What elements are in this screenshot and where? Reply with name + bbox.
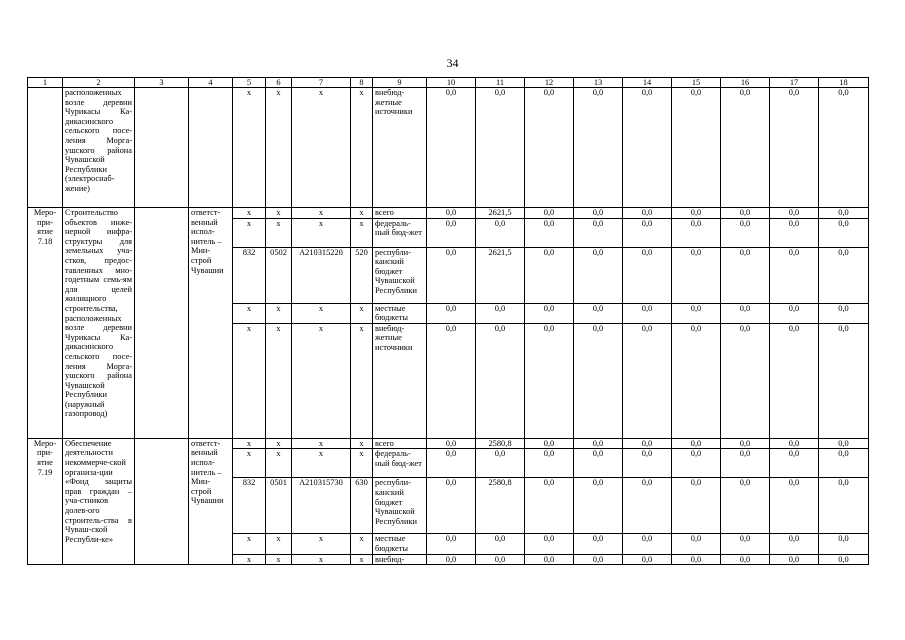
value-cell: 0,0 [672, 534, 721, 554]
kbk-type: х [351, 218, 373, 247]
kbk-grbs: х [233, 323, 266, 438]
header-cell: 12 [525, 78, 574, 88]
value-cell: 0,0 [770, 534, 819, 554]
kbk-grbs: х [233, 449, 266, 478]
page-number: 34 [446, 56, 459, 70]
kbk-grbs: х [233, 303, 266, 323]
value-cell: 0,0 [819, 534, 869, 554]
funding-source: республи-канский бюджет Чувашской Республики [373, 478, 427, 534]
kbk-target: х [292, 218, 351, 247]
value-cell: 0,0 [672, 247, 721, 303]
header-cell: 15 [672, 78, 721, 88]
kbk-target: х [292, 438, 351, 449]
kbk-target: х [292, 449, 351, 478]
value-cell: 0,0 [623, 208, 672, 219]
measure-description: расположенных возле деревни Чурикасы Ка-дикасинского сельского посе-ления Морга-ушского района Чувашской Республики (электроснаб-жение) [63, 88, 135, 208]
header-cell: 6 [266, 78, 292, 88]
value-cell: 0,0 [525, 303, 574, 323]
kbk-target: А210315220 [292, 247, 351, 303]
value-cell: 0,0 [574, 449, 623, 478]
kbk-grbs: х [233, 88, 266, 208]
funding-source: федераль-ный бюд-жет [373, 218, 427, 247]
value-cell: 0,0 [525, 218, 574, 247]
value-cell: 0,0 [721, 438, 770, 449]
empty-cell [135, 438, 189, 564]
value-cell: 0,0 [672, 88, 721, 208]
header-cell: 13 [574, 78, 623, 88]
kbk-section: 0501 [266, 478, 292, 534]
value-cell: 0,0 [623, 303, 672, 323]
funding-source: местные бюджеты [373, 534, 427, 554]
value-cell: 0,0 [819, 303, 869, 323]
header-cell: 5 [233, 78, 266, 88]
value-cell: 0,0 [623, 449, 672, 478]
value-cell: 0,0 [819, 208, 869, 219]
funding-source: внебюд-жетные источники [373, 323, 427, 438]
kbk-type: х [351, 554, 373, 565]
kbk-grbs: х [233, 208, 266, 219]
kbk-section: х [266, 534, 292, 554]
kbk-target: А210315730 [292, 478, 351, 534]
funding-source: местные бюджеты [373, 303, 427, 323]
value-cell: 0,0 [427, 247, 476, 303]
kbk-type: х [351, 323, 373, 438]
measure-number: Меро-при-ятие 7.18 [28, 208, 63, 439]
value-cell: 0,0 [770, 323, 819, 438]
executor-cell [189, 88, 233, 208]
kbk-type: х [351, 303, 373, 323]
executor-cell: ответст-венный испол-нитель – Мин-строй Чувашии [189, 208, 233, 439]
value-cell: 0,0 [427, 88, 476, 208]
header-cell: 18 [819, 78, 869, 88]
kbk-section: х [266, 554, 292, 565]
value-cell: 0,0 [721, 554, 770, 565]
kbk-type: х [351, 438, 373, 449]
value-cell: 0,0 [672, 323, 721, 438]
kbk-type: х [351, 88, 373, 208]
value-cell: 2621,5 [476, 208, 525, 219]
value-cell: 0,0 [623, 554, 672, 565]
kbk-section: 0502 [266, 247, 292, 303]
value-cell: 0,0 [476, 218, 525, 247]
value-cell: 0,0 [476, 88, 525, 208]
header-cell: 14 [623, 78, 672, 88]
kbk-grbs: 832 [233, 247, 266, 303]
value-cell: 0,0 [427, 478, 476, 534]
header-cell: 1 [28, 78, 63, 88]
value-cell: 0,0 [574, 534, 623, 554]
kbk-grbs: х [233, 438, 266, 449]
kbk-grbs: 832 [233, 478, 266, 534]
header-cell: 7 [292, 78, 351, 88]
header-cell: 16 [721, 78, 770, 88]
value-cell: 0,0 [721, 218, 770, 247]
kbk-section: х [266, 323, 292, 438]
value-cell: 0,0 [721, 534, 770, 554]
value-cell: 0,0 [525, 449, 574, 478]
value-cell: 0,0 [574, 478, 623, 534]
kbk-section: х [266, 438, 292, 449]
value-cell: 0,0 [427, 534, 476, 554]
value-cell: 0,0 [672, 303, 721, 323]
header-cell: 17 [770, 78, 819, 88]
kbk-grbs: х [233, 218, 266, 247]
value-cell: 0,0 [770, 478, 819, 534]
kbk-target: х [292, 208, 351, 219]
kbk-target: х [292, 303, 351, 323]
header-cell: 3 [135, 78, 189, 88]
value-cell: 0,0 [819, 323, 869, 438]
measure-description: Обеспечение деятельности некоммерче-ской организа-ции «Фонд защиты прав граждан – уча-стников долев-ого строитель-ства в Чуваш-ской Республи-ке» [63, 438, 135, 564]
value-cell: 0,0 [770, 218, 819, 247]
value-cell: 0,0 [623, 478, 672, 534]
funding-source: всего [373, 208, 427, 219]
value-cell: 0,0 [721, 88, 770, 208]
value-cell: 0,0 [525, 208, 574, 219]
value-cell: 0,0 [427, 449, 476, 478]
kbk-grbs: х [233, 534, 266, 554]
value-cell: 0,0 [721, 478, 770, 534]
value-cell: 0,0 [770, 554, 819, 565]
kbk-target: х [292, 323, 351, 438]
value-cell: 0,0 [819, 438, 869, 449]
value-cell: 2580,8 [476, 478, 525, 534]
value-cell: 0,0 [476, 323, 525, 438]
funding-source: внебюд- [373, 554, 427, 565]
value-cell: 0,0 [819, 554, 869, 565]
funding-source: внебюд-жетные источники [373, 88, 427, 208]
value-cell: 0,0 [574, 218, 623, 247]
funding-source: республи-канский бюджет Чувашской Республики [373, 247, 427, 303]
value-cell: 0,0 [672, 478, 721, 534]
value-cell: 0,0 [819, 247, 869, 303]
value-cell: 0,0 [623, 438, 672, 449]
kbk-type: 520 [351, 247, 373, 303]
funding-source: всего [373, 438, 427, 449]
kbk-section: х [266, 88, 292, 208]
header-cell: 10 [427, 78, 476, 88]
value-cell: 0,0 [819, 88, 869, 208]
kbk-section: х [266, 218, 292, 247]
value-cell: 0,0 [476, 303, 525, 323]
kbk-section: х [266, 208, 292, 219]
value-cell: 0,0 [427, 554, 476, 565]
value-cell: 0,0 [770, 449, 819, 478]
value-cell: 2621,5 [476, 247, 525, 303]
kbk-target: х [292, 534, 351, 554]
table-row [28, 88, 869, 208]
value-cell: 0,0 [721, 208, 770, 219]
value-cell: 0,0 [427, 218, 476, 247]
value-cell: 2580,8 [476, 438, 525, 449]
value-cell: 0,0 [672, 208, 721, 219]
value-cell: 0,0 [672, 449, 721, 478]
funding-source: федераль-ный бюд-жет [373, 449, 427, 478]
value-cell: 0,0 [574, 208, 623, 219]
value-cell: 0,0 [525, 88, 574, 208]
value-cell: 0,0 [525, 438, 574, 449]
kbk-type: 630 [351, 478, 373, 534]
value-cell: 0,0 [427, 323, 476, 438]
value-cell: 0,0 [427, 208, 476, 219]
value-cell: 0,0 [672, 438, 721, 449]
kbk-target: х [292, 554, 351, 565]
value-cell: 0,0 [574, 88, 623, 208]
value-cell: 0,0 [819, 478, 869, 534]
value-cell: 0,0 [574, 554, 623, 565]
kbk-section: х [266, 303, 292, 323]
kbk-type: х [351, 534, 373, 554]
value-cell: 0,0 [476, 449, 525, 478]
value-cell: 0,0 [623, 218, 672, 247]
header-cell: 2 [63, 78, 135, 88]
empty-cell [135, 208, 189, 439]
value-cell: 0,0 [623, 323, 672, 438]
kbk-type: х [351, 449, 373, 478]
value-cell: 0,0 [721, 247, 770, 303]
table-row [28, 208, 869, 219]
value-cell: 0,0 [525, 478, 574, 534]
value-cell: 0,0 [574, 303, 623, 323]
header-cell: 4 [189, 78, 233, 88]
measure-cell [28, 88, 63, 208]
value-cell: 0,0 [672, 218, 721, 247]
value-cell: 0,0 [623, 247, 672, 303]
measure-number: Меро-при-ятие 7.19 [28, 438, 63, 564]
value-cell: 0,0 [525, 534, 574, 554]
kbk-grbs: х [233, 554, 266, 565]
header-cell: 11 [476, 78, 525, 88]
value-cell: 0,0 [672, 554, 721, 565]
kbk-target: х [292, 88, 351, 208]
budget-table [27, 77, 869, 565]
value-cell: 0,0 [819, 218, 869, 247]
value-cell: 0,0 [574, 438, 623, 449]
value-cell: 0,0 [427, 303, 476, 323]
value-cell: 0,0 [476, 534, 525, 554]
value-cell: 0,0 [427, 438, 476, 449]
value-cell: 0,0 [770, 88, 819, 208]
value-cell: 0,0 [525, 323, 574, 438]
value-cell: 0,0 [770, 303, 819, 323]
value-cell: 0,0 [525, 247, 574, 303]
table-row [28, 438, 869, 449]
empty-cell [135, 88, 189, 208]
kbk-section: х [266, 449, 292, 478]
value-cell: 0,0 [770, 438, 819, 449]
value-cell: 0,0 [623, 534, 672, 554]
value-cell: 0,0 [721, 303, 770, 323]
value-cell: 0,0 [721, 449, 770, 478]
value-cell: 0,0 [525, 554, 574, 565]
value-cell: 0,0 [476, 554, 525, 565]
value-cell: 0,0 [721, 323, 770, 438]
header-cell: 9 [373, 78, 427, 88]
header-row [28, 78, 869, 88]
value-cell: 0,0 [574, 323, 623, 438]
value-cell: 0,0 [770, 247, 819, 303]
value-cell: 0,0 [574, 247, 623, 303]
header-cell: 8 [351, 78, 373, 88]
measure-description: Строительство объектов инже-нерной инфра-структуры для земельных уча-стков, предос-тавленных мно-годетным семь-ям для целей жилищного строительства, расположенных возле деревни Чурикасы Ка-дикасинского сельского посе-ления Морга-ушского района Чувашской Республики (наружный газопровод) [63, 208, 135, 439]
value-cell: 0,0 [819, 449, 869, 478]
kbk-type: х [351, 208, 373, 219]
value-cell: 0,0 [770, 208, 819, 219]
value-cell: 0,0 [623, 88, 672, 208]
executor-cell: ответст-венный испол-нитель – Мин-строй Чувашии [189, 438, 233, 564]
